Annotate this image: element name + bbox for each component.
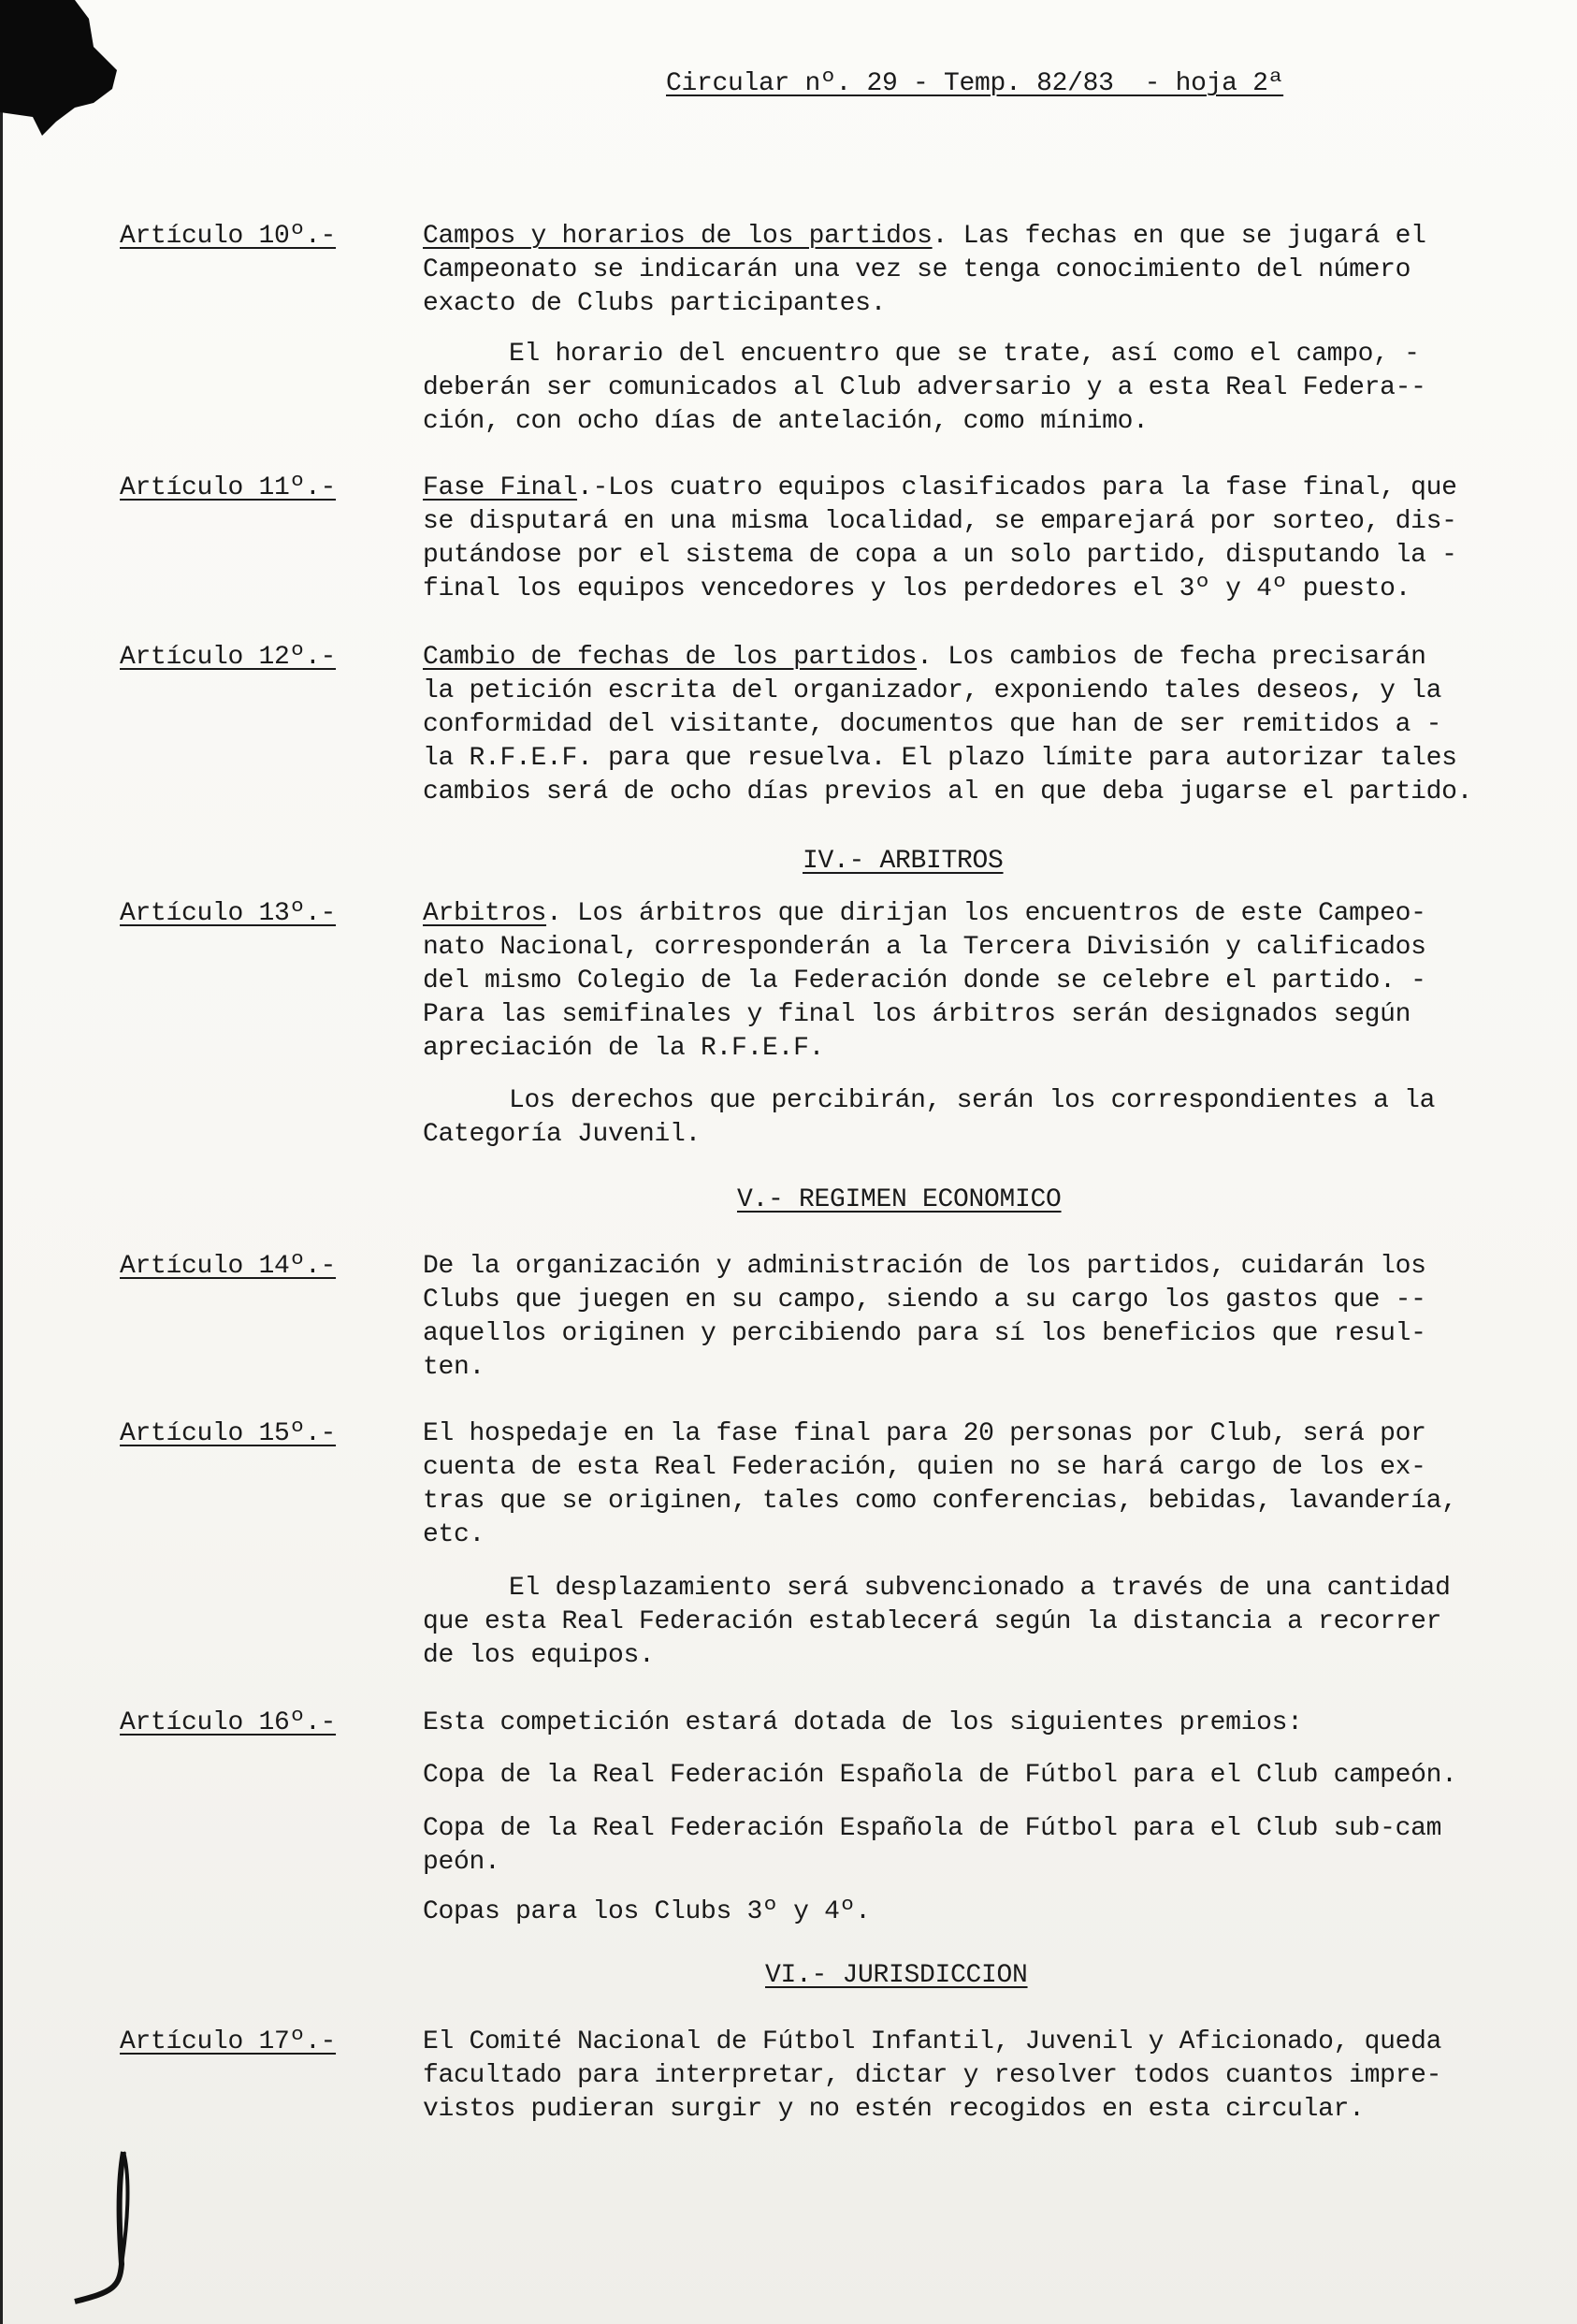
paragraph-line: nato Nacional, corresponderán a la Tercera División y calificados	[423, 933, 1426, 962]
paragraph-line: facultado para interpretar, dictar y resolver todos cuantos impre-	[423, 2061, 1442, 2090]
section-heading: VI.- JURISDICCION	[765, 1961, 1028, 1990]
paragraph-line: Campeonato se indicarán una vez se tenga conocimiento del número	[423, 255, 1411, 284]
signature-mark-icon	[65, 2133, 140, 2320]
paragraph-line: putándose por el sistema de copa a un solo partido, disputando la -	[423, 541, 1457, 570]
paragraph-line: Copa de la Real Federación Española de Fútbol para el Club sub-cam	[423, 1814, 1442, 1843]
paragraph-line: Clubs que juegen en su campo, siendo a su cargo los gastos que --	[423, 1285, 1426, 1315]
paragraph-line: ción, con ocho días de antelación, como mínimo.	[423, 407, 1149, 436]
paragraph-line: etc.	[423, 1520, 485, 1549]
paragraph-line: que esta Real Federación establecerá según la distancia a recorrer	[423, 1607, 1442, 1636]
paragraph-line: tras que se originen, tales como conferencias, bebidas, lavandería,	[423, 1487, 1457, 1516]
paragraph-line: de los equipos.	[423, 1641, 655, 1670]
paragraph-line: cuenta de esta Real Federación, quien no se hará cargo de los ex-	[423, 1453, 1426, 1482]
line-text: . Los árbitros que dirijan los encuentros de este Campeo-	[546, 899, 1426, 928]
section-heading: IV.- ARBITROS	[803, 847, 1004, 876]
article-title: Fase Final	[423, 473, 578, 502]
article-label: Artículo 13º.-	[120, 899, 337, 928]
paragraph-line: la petición escrita del organizador, exponiendo tales deseos, y la	[423, 676, 1442, 705]
paragraph-line: Para las semifinales y final los árbitros serán designados según	[423, 1000, 1411, 1029]
paragraph-line: Esta competición estará dotada de los siguientes premios:	[423, 1708, 1303, 1737]
paragraph-line: aquellos originen y percibiendo para sí los beneficios que resul-	[423, 1319, 1426, 1348]
article-label: Artículo 17º.-	[120, 2027, 337, 2056]
article-label: Artículo 11º.-	[120, 473, 337, 502]
circular-header: Circular nº. 29 - Temp. 82/83 - hoja 2ª	[666, 69, 1284, 98]
article-label: Artículo 12º.-	[120, 643, 337, 672]
paragraph-line: El horario del encuentro que se trate, así como el campo, -	[509, 340, 1420, 369]
paragraph-line	[423, 897, 1426, 931]
article-label: Artículo 16º.-	[120, 1708, 337, 1737]
paragraph-line: Copa de la Real Federación Española de Fútbol para el Club campeón.	[423, 1761, 1457, 1790]
ink-blot-icon	[0, 0, 131, 140]
paragraph-line: El desplazamiento será subvencionado a través de una cantidad	[509, 1574, 1451, 1603]
paragraph-line	[423, 220, 1426, 254]
section-heading: V.- REGIMEN ECONOMICO	[737, 1185, 1062, 1214]
paragraph-line: deberán ser comunicados al Club adversario y a esta Real Federa--	[423, 373, 1426, 402]
paragraph-line: El hospedaje en la fase final para 20 personas por Club, será por	[423, 1419, 1426, 1448]
page-edge	[0, 0, 3, 2324]
article-label: Artículo 10º.-	[120, 222, 337, 251]
paragraph-line: De la organización y administración de los partidos, cuidarán los	[423, 1252, 1426, 1281]
paragraph-line: Categoría Juvenil.	[423, 1120, 702, 1149]
line-text: . Los cambios de fecha precisarán	[917, 643, 1426, 672]
paragraph-line: peón.	[423, 1848, 500, 1877]
paragraph-line: El Comité Nacional de Fútbol Infantil, Juvenil y Aficionado, queda	[423, 2027, 1442, 2056]
article-title: Campos y horarios de los partidos	[423, 222, 933, 251]
paragraph-line: Los derechos que percibirán, serán los correspondientes a la	[509, 1086, 1436, 1115]
paragraph-line	[423, 641, 1426, 675]
line-text: . Las fechas en que se jugará el	[932, 222, 1426, 251]
paragraph-line: conformidad del visitante, documentos que han de ser remitidos a -	[423, 710, 1442, 739]
paragraph-line: exacto de Clubs participantes.	[423, 289, 887, 318]
article-title: Cambio de fechas de los partidos	[423, 643, 918, 672]
article-label: Artículo 14º.-	[120, 1252, 337, 1281]
paragraph-line: ten.	[423, 1353, 485, 1382]
paragraph-line: la R.F.E.F. para que resuelva. El plazo límite para autorizar tales	[423, 744, 1457, 773]
paragraph-line: cambios será de ocho días previos al en que deba jugarse el partido.	[423, 777, 1473, 806]
paragraph-line: final los equipos vencedores y los perdedores el 3º y 4º puesto.	[423, 574, 1411, 603]
paragraph-line: del mismo Colegio de la Federación donde se celebre el partido. -	[423, 966, 1426, 995]
paragraph-line: se disputará en una misma localidad, se emparejará por sorteo, dis-	[423, 507, 1457, 536]
paragraph-line	[423, 472, 1457, 505]
article-label: Artículo 15º.-	[120, 1419, 337, 1448]
paragraph-line: Copas para los Clubs 3º y 4º.	[423, 1897, 871, 1926]
line-text: .-Los cuatro equipos clasificados para la fase final, que	[577, 473, 1457, 502]
paragraph-line: apreciación de la R.F.E.F.	[423, 1034, 825, 1063]
paragraph-line: vistos pudieran surgir y no estén recogidos en esta circular.	[423, 2095, 1365, 2124]
article-title: Arbitros	[423, 899, 547, 928]
